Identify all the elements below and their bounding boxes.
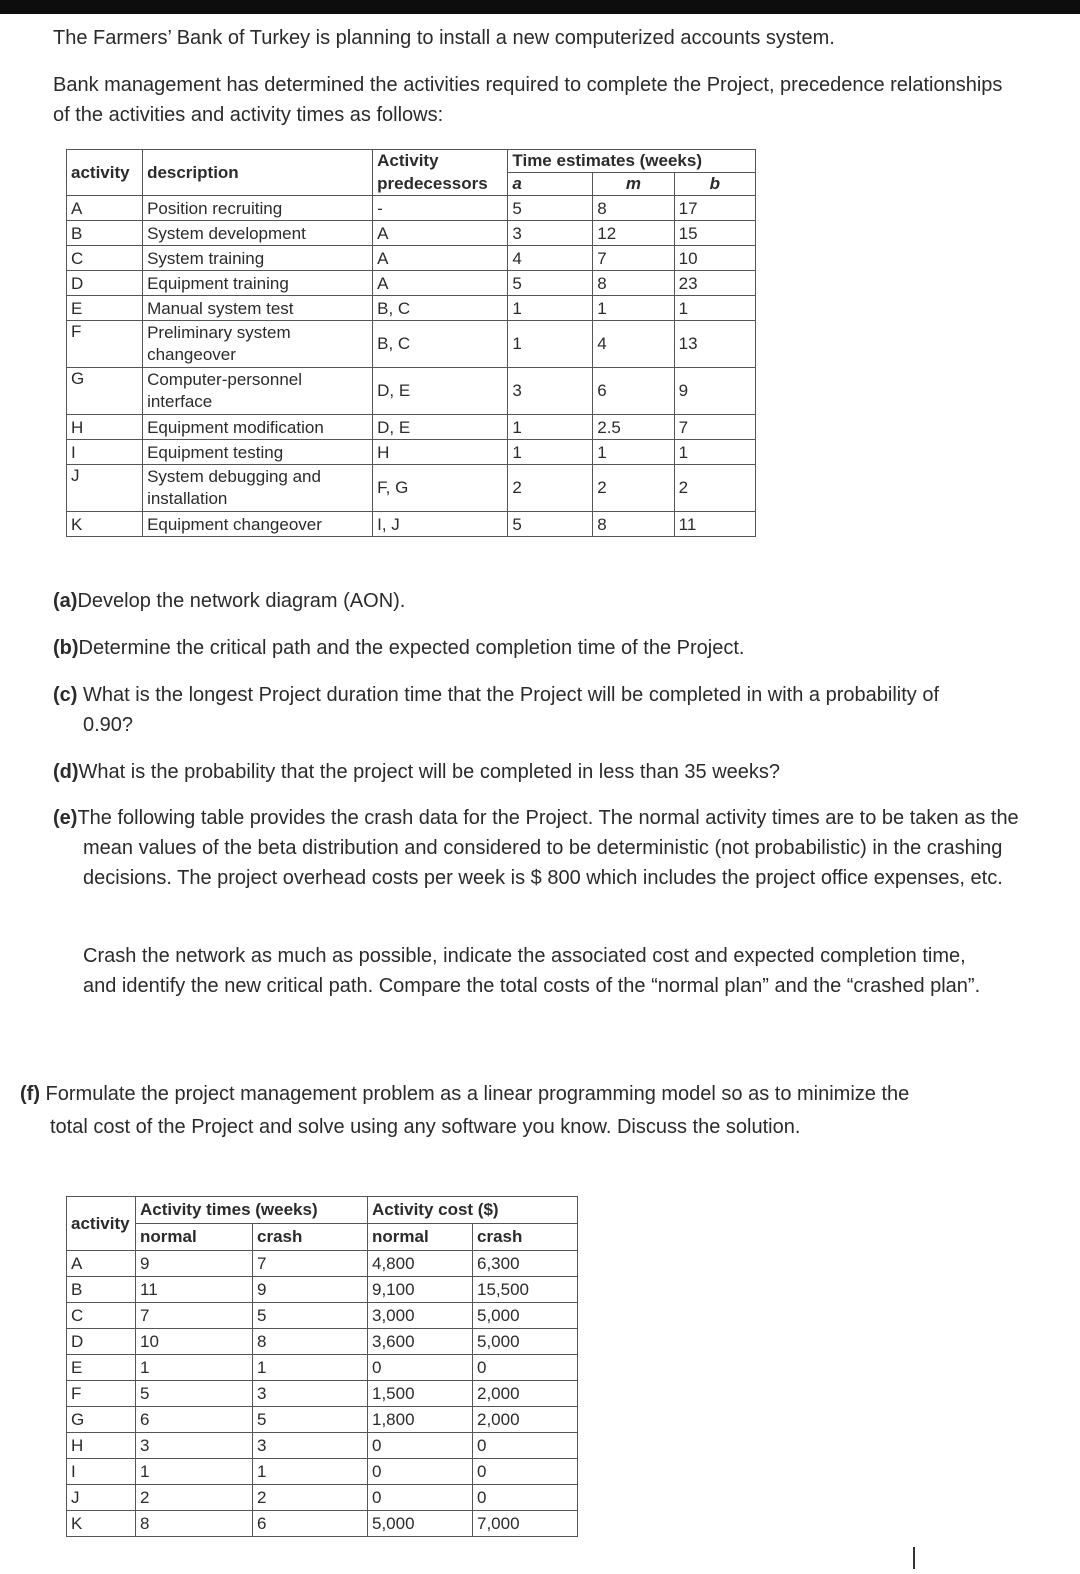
b-cell: 17	[674, 196, 755, 221]
col-description-header: description	[143, 150, 373, 196]
table-row	[67, 296, 756, 321]
a-cell: 5	[508, 512, 593, 537]
m-cell: 12	[593, 221, 674, 246]
activity-cell: G	[67, 1407, 136, 1433]
time-crash-cell: 1	[253, 1355, 368, 1381]
a-cell: 1	[508, 415, 593, 440]
time-normal-cell: 10	[136, 1329, 253, 1355]
predecessors-cell: F, G	[373, 465, 508, 512]
m-cell: 8	[593, 196, 674, 221]
activity-cell: B	[67, 221, 143, 246]
time-normal-cell: 3	[136, 1433, 253, 1459]
predecessors-cell: D, E	[373, 415, 508, 440]
activity-cell: A	[67, 1251, 136, 1277]
activity-cell: D	[67, 271, 143, 296]
cost-normal-cell: 4,800	[368, 1251, 473, 1277]
question-a	[53, 586, 1023, 616]
activity-cell: K	[67, 512, 143, 537]
b-cell: 10	[674, 246, 755, 271]
predecessors-cell: A	[373, 221, 508, 246]
time-crash-cell: 2	[253, 1485, 368, 1511]
cost-crash-cell: 0	[473, 1459, 578, 1485]
time-crash-cell: 5	[253, 1303, 368, 1329]
time-crash-cell: 3	[253, 1381, 368, 1407]
cost-crash-cell: 6,300	[473, 1251, 578, 1277]
time-normal-cell: 8	[136, 1511, 253, 1537]
cost-normal-cell: 9,100	[368, 1277, 473, 1303]
m-cell: 7	[593, 246, 674, 271]
col-predecessors-header-2: predecessors	[373, 173, 508, 196]
m-cell: 2.5	[593, 415, 674, 440]
m-cell: 8	[593, 512, 674, 537]
time-crash-cell: 8	[253, 1329, 368, 1355]
time-normal-cell: 1	[136, 1355, 253, 1381]
activity-cell: J	[67, 465, 143, 512]
m-cell: 6	[593, 368, 674, 415]
description-cell: System development	[143, 221, 373, 246]
activity-cell: F	[67, 321, 143, 368]
cost-crash-cell: 7,000	[473, 1511, 578, 1537]
table-row	[67, 221, 756, 246]
b-cell: 11	[674, 512, 755, 537]
col-a-header: a	[508, 173, 593, 196]
b-cell: 13	[674, 321, 755, 368]
col-predecessors-header-1: Activity	[373, 150, 508, 173]
question-c	[53, 680, 983, 740]
table-row	[67, 1381, 578, 1407]
table-row	[67, 196, 756, 221]
cost-normal-cell: 0	[368, 1355, 473, 1381]
b-cell: 7	[674, 415, 755, 440]
time-normal-cell: 6	[136, 1407, 253, 1433]
time-normal-cell: 9	[136, 1251, 253, 1277]
cost-crash-cell: 2,000	[473, 1407, 578, 1433]
description-cell: Computer-personnel interface	[143, 368, 373, 415]
table-row	[67, 1277, 578, 1303]
table-row	[67, 271, 756, 296]
a-cell: 5	[508, 196, 593, 221]
cost-normal-cell: 1,500	[368, 1381, 473, 1407]
description-cell: System training	[143, 246, 373, 271]
table-row	[67, 1303, 578, 1329]
table-row	[67, 1433, 578, 1459]
activity-cell: A	[67, 196, 143, 221]
activity-cell: J	[67, 1485, 136, 1511]
question-d	[53, 757, 1023, 787]
description-cell: Equipment training	[143, 271, 373, 296]
time-crash-cell: 5	[253, 1407, 368, 1433]
description-cell: System debugging and installation	[143, 465, 373, 512]
a-cell: 3	[508, 221, 593, 246]
activity-cell: C	[67, 1303, 136, 1329]
question-e-text: The following table provides the crash data for the Project. The normal activity times are to be taken as the mean values of the beta distribution and considered to be deterministic (not probabilistic) in the crashing decisions. The project overhead costs per week is $ 800 which includes the project office expenses, etc.	[77, 807, 1019, 889]
question-b-label: (b)	[53, 637, 79, 659]
cost-normal-cell: 3,000	[368, 1303, 473, 1329]
cost-normal-cell: 1,800	[368, 1407, 473, 1433]
cost-crash-cell: 0	[473, 1433, 578, 1459]
col-m-header: m	[593, 173, 674, 196]
table-row	[67, 440, 756, 465]
intro-line-1: The Farmers’ Bank of Turkey is planning to install a new computerized accounts system.	[53, 27, 835, 49]
time-normal-cell: 2	[136, 1485, 253, 1511]
question-e-label: (e)	[53, 807, 78, 829]
col-cost-crash-header: crash	[473, 1224, 578, 1251]
time-normal-cell: 5	[136, 1381, 253, 1407]
question-a-text: Develop the network diagram (AON).	[77, 590, 406, 612]
question-d-label: (d)	[53, 761, 79, 783]
cost-crash-cell: 5,000	[473, 1303, 578, 1329]
table-row	[67, 1251, 578, 1277]
b-cell: 1	[674, 440, 755, 465]
table-row	[67, 1511, 578, 1537]
a-cell: 1	[508, 440, 593, 465]
time-crash-cell: 6	[253, 1511, 368, 1537]
activity-cell: D	[67, 1329, 136, 1355]
predecessors-cell: D, E	[373, 368, 508, 415]
activity-cell: F	[67, 1381, 136, 1407]
question-a-label: (a)	[53, 590, 78, 612]
m-cell: 4	[593, 321, 674, 368]
question-e-crash-instructions: Crash the network as much as possible, indicate the associated cost and expected completion time, and identify the new critical path. Compare the total costs of the “normal plan” and the “crashed plan”.	[83, 945, 981, 997]
col-time-estimates-header: Time estimates (weeks)	[508, 150, 756, 173]
predecessors-cell: -	[373, 196, 508, 221]
b-cell: 9	[674, 368, 755, 415]
description-cell: Equipment modification	[143, 415, 373, 440]
m-cell: 8	[593, 271, 674, 296]
b-cell: 2	[674, 465, 755, 512]
col-activity-cost-header: Activity cost ($)	[368, 1197, 578, 1224]
question-b	[53, 633, 1023, 663]
cost-normal-cell: 3,600	[368, 1329, 473, 1355]
predecessors-cell: A	[373, 246, 508, 271]
question-c-text: What is the longest Project duration time that the Project will be completed in with a probability of 0.90?	[77, 684, 939, 736]
m-cell: 1	[593, 440, 674, 465]
table-row	[67, 1459, 578, 1485]
col-activity-times-header: Activity times (weeks)	[136, 1197, 368, 1224]
activity-cell: C	[67, 246, 143, 271]
a-cell: 2	[508, 465, 593, 512]
a-cell: 3	[508, 368, 593, 415]
text-cursor	[913, 1547, 915, 1569]
crash-data-table	[66, 1196, 578, 1537]
cost-crash-cell: 0	[473, 1355, 578, 1381]
activity-cell: H	[67, 1433, 136, 1459]
b-cell: 15	[674, 221, 755, 246]
table-row	[67, 1407, 578, 1433]
time-normal-cell: 11	[136, 1277, 253, 1303]
activity-cell: E	[67, 296, 143, 321]
cost-normal-cell: 5,000	[368, 1511, 473, 1537]
predecessors-cell: I, J	[373, 512, 508, 537]
table-row	[67, 465, 756, 512]
col-activity-header: activity	[67, 1197, 136, 1251]
activity-time-table	[66, 149, 756, 537]
activity-cell: K	[67, 1511, 136, 1537]
time-normal-cell: 1	[136, 1459, 253, 1485]
table-row	[67, 1485, 578, 1511]
predecessors-cell: B, C	[373, 321, 508, 368]
activity-cell: I	[67, 1459, 136, 1485]
question-b-text: Determine the critical path and the expected completion time of the Project.	[78, 637, 745, 659]
cost-crash-cell: 5,000	[473, 1329, 578, 1355]
table-row	[67, 512, 756, 537]
table-row	[67, 321, 756, 368]
table-row	[67, 1355, 578, 1381]
intro-line-2: Bank management has determined the activities required to complete the Project, precedence relationships of the activities and activity times as follows:	[53, 74, 1003, 126]
b-cell: 1	[674, 296, 755, 321]
a-cell: 5	[508, 271, 593, 296]
a-cell: 1	[508, 321, 593, 368]
question-d-text: What is the probability that the project will be completed in less than 35 weeks?	[78, 761, 781, 783]
description-cell: Preliminary system changeover	[143, 321, 373, 368]
time-crash-cell: 1	[253, 1459, 368, 1485]
description-cell: Equipment changeover	[143, 512, 373, 537]
b-cell: 23	[674, 271, 755, 296]
col-cost-normal-header: normal	[368, 1224, 473, 1251]
predecessors-cell: B, C	[373, 296, 508, 321]
activity-cell: I	[67, 440, 143, 465]
table-row	[67, 415, 756, 440]
activity-cell: E	[67, 1355, 136, 1381]
activity-cell: H	[67, 415, 143, 440]
col-time-crash-header: crash	[253, 1224, 368, 1251]
question-c-label: (c)	[53, 684, 78, 706]
description-cell: Position recruiting	[143, 196, 373, 221]
m-cell: 2	[593, 465, 674, 512]
a-cell: 1	[508, 296, 593, 321]
m-cell: 1	[593, 296, 674, 321]
col-b-header: b	[674, 173, 755, 196]
time-crash-cell: 7	[253, 1251, 368, 1277]
cost-normal-cell: 0	[368, 1459, 473, 1485]
top-black-bar	[0, 0, 1080, 14]
question-f-label: (f)	[20, 1083, 40, 1105]
time-normal-cell: 7	[136, 1303, 253, 1329]
question-f	[20, 1078, 950, 1144]
description-cell: Equipment testing	[143, 440, 373, 465]
table-row	[67, 1329, 578, 1355]
activity-cell: G	[67, 368, 143, 415]
col-time-normal-header: normal	[136, 1224, 253, 1251]
activity-cell: B	[67, 1277, 136, 1303]
cost-crash-cell: 15,500	[473, 1277, 578, 1303]
question-e	[53, 803, 1033, 893]
table-row	[67, 246, 756, 271]
time-crash-cell: 3	[253, 1433, 368, 1459]
predecessors-cell: A	[373, 271, 508, 296]
cost-crash-cell: 0	[473, 1485, 578, 1511]
question-f-text: Formulate the project management problem as a linear programming model so as to minimize the total cost of the Project and solve using any software you know. Discuss the solution.	[39, 1083, 910, 1138]
description-cell: Manual system test	[143, 296, 373, 321]
col-activity-header: activity	[67, 150, 143, 196]
table-row	[67, 368, 756, 415]
time-crash-cell: 9	[253, 1277, 368, 1303]
a-cell: 4	[508, 246, 593, 271]
cost-crash-cell: 2,000	[473, 1381, 578, 1407]
cost-normal-cell: 0	[368, 1433, 473, 1459]
predecessors-cell: H	[373, 440, 508, 465]
cost-normal-cell: 0	[368, 1485, 473, 1511]
